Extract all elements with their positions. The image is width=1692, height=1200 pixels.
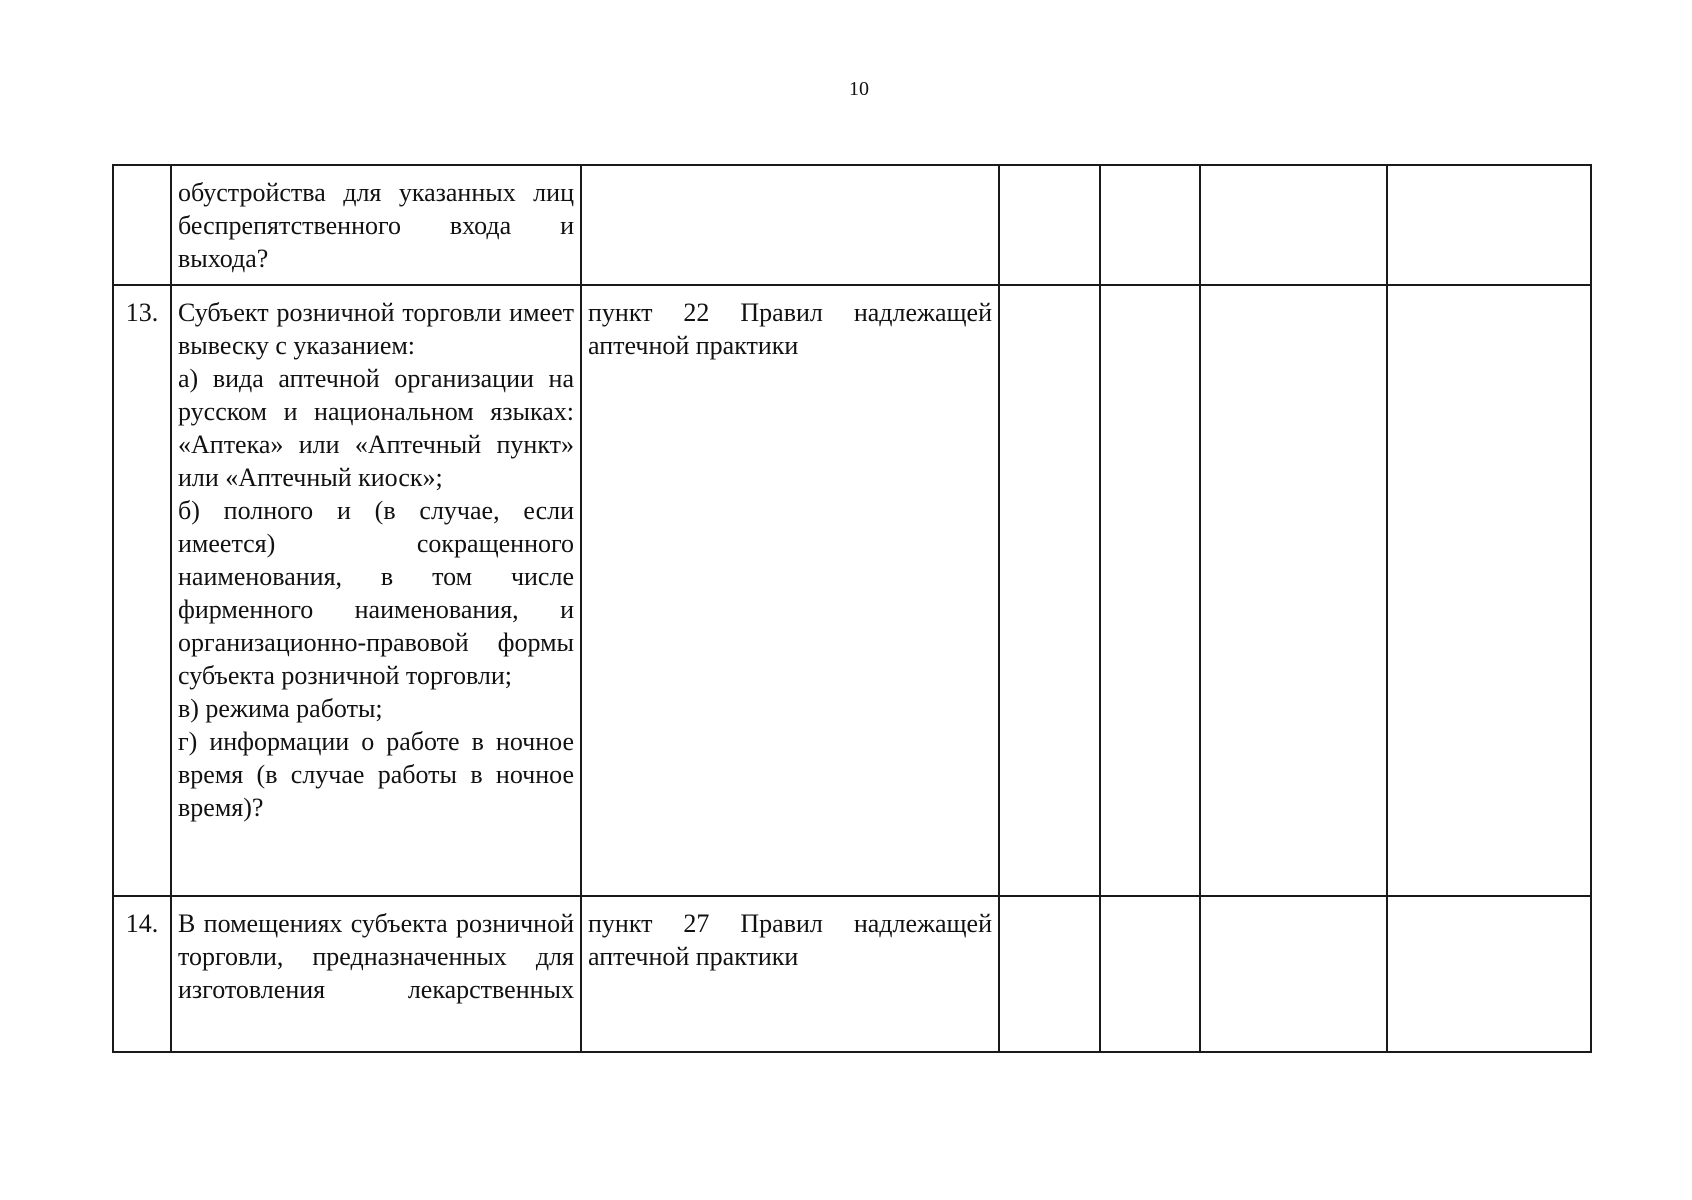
note-cell [1387,165,1591,285]
page-number: 10 [849,78,869,100]
answer-no-cell [1100,285,1200,896]
table-row [113,896,1591,1052]
table-row [113,285,1591,896]
reference-cell: пункт 27 Правил надлежащей аптечной практики [581,896,999,1052]
question-item-b: б) полного и (в случае, если имеется) сокращенного наименования, в том числе фирменного наименования, и организационно-правовой формы субъекта розничной торговли; [178,496,574,690]
reference-cell: пункт 22 Правил надлежащей аптечной практики [581,285,999,896]
question-cell [171,896,581,1052]
table-row [113,165,1591,285]
row-number: 13. [113,285,171,896]
answer-yes-cell [999,896,1100,1052]
row-number: 14. [113,896,171,1052]
answer-yes-cell [999,285,1100,896]
not-applicable-cell [1200,896,1387,1052]
reference-cell [581,165,999,285]
question-item-d: г) информации о работе в ночное время (в случае работы в ночное время)? [178,727,574,822]
not-applicable-cell [1200,165,1387,285]
question-paragraph: обустройства для указанных лиц беспрепятственного входа и выхода? [178,178,574,273]
question-paragraph: Субъект розничной торговли имеет вывеску с указанием: [178,298,574,360]
question-item-a: а) вида аптечной организации на русском и национальном языках: «Аптека» или «Аптечный пункт» или «Аптечный киоск»; [178,364,574,492]
answer-no-cell [1100,165,1200,285]
question-cell [171,285,581,896]
answer-yes-cell [999,165,1100,285]
row-number [113,165,171,285]
answer-no-cell [1100,896,1200,1052]
not-applicable-cell [1200,285,1387,896]
note-cell [1387,285,1591,896]
question-item-c: в) режима работы; [178,694,383,723]
note-cell [1387,896,1591,1052]
question-cell [171,165,581,285]
question-paragraph: В помещениях субъекта розничной торговли, предназначенных для изготовления лекарственных [178,909,574,1004]
checklist-table [112,164,1592,1053]
